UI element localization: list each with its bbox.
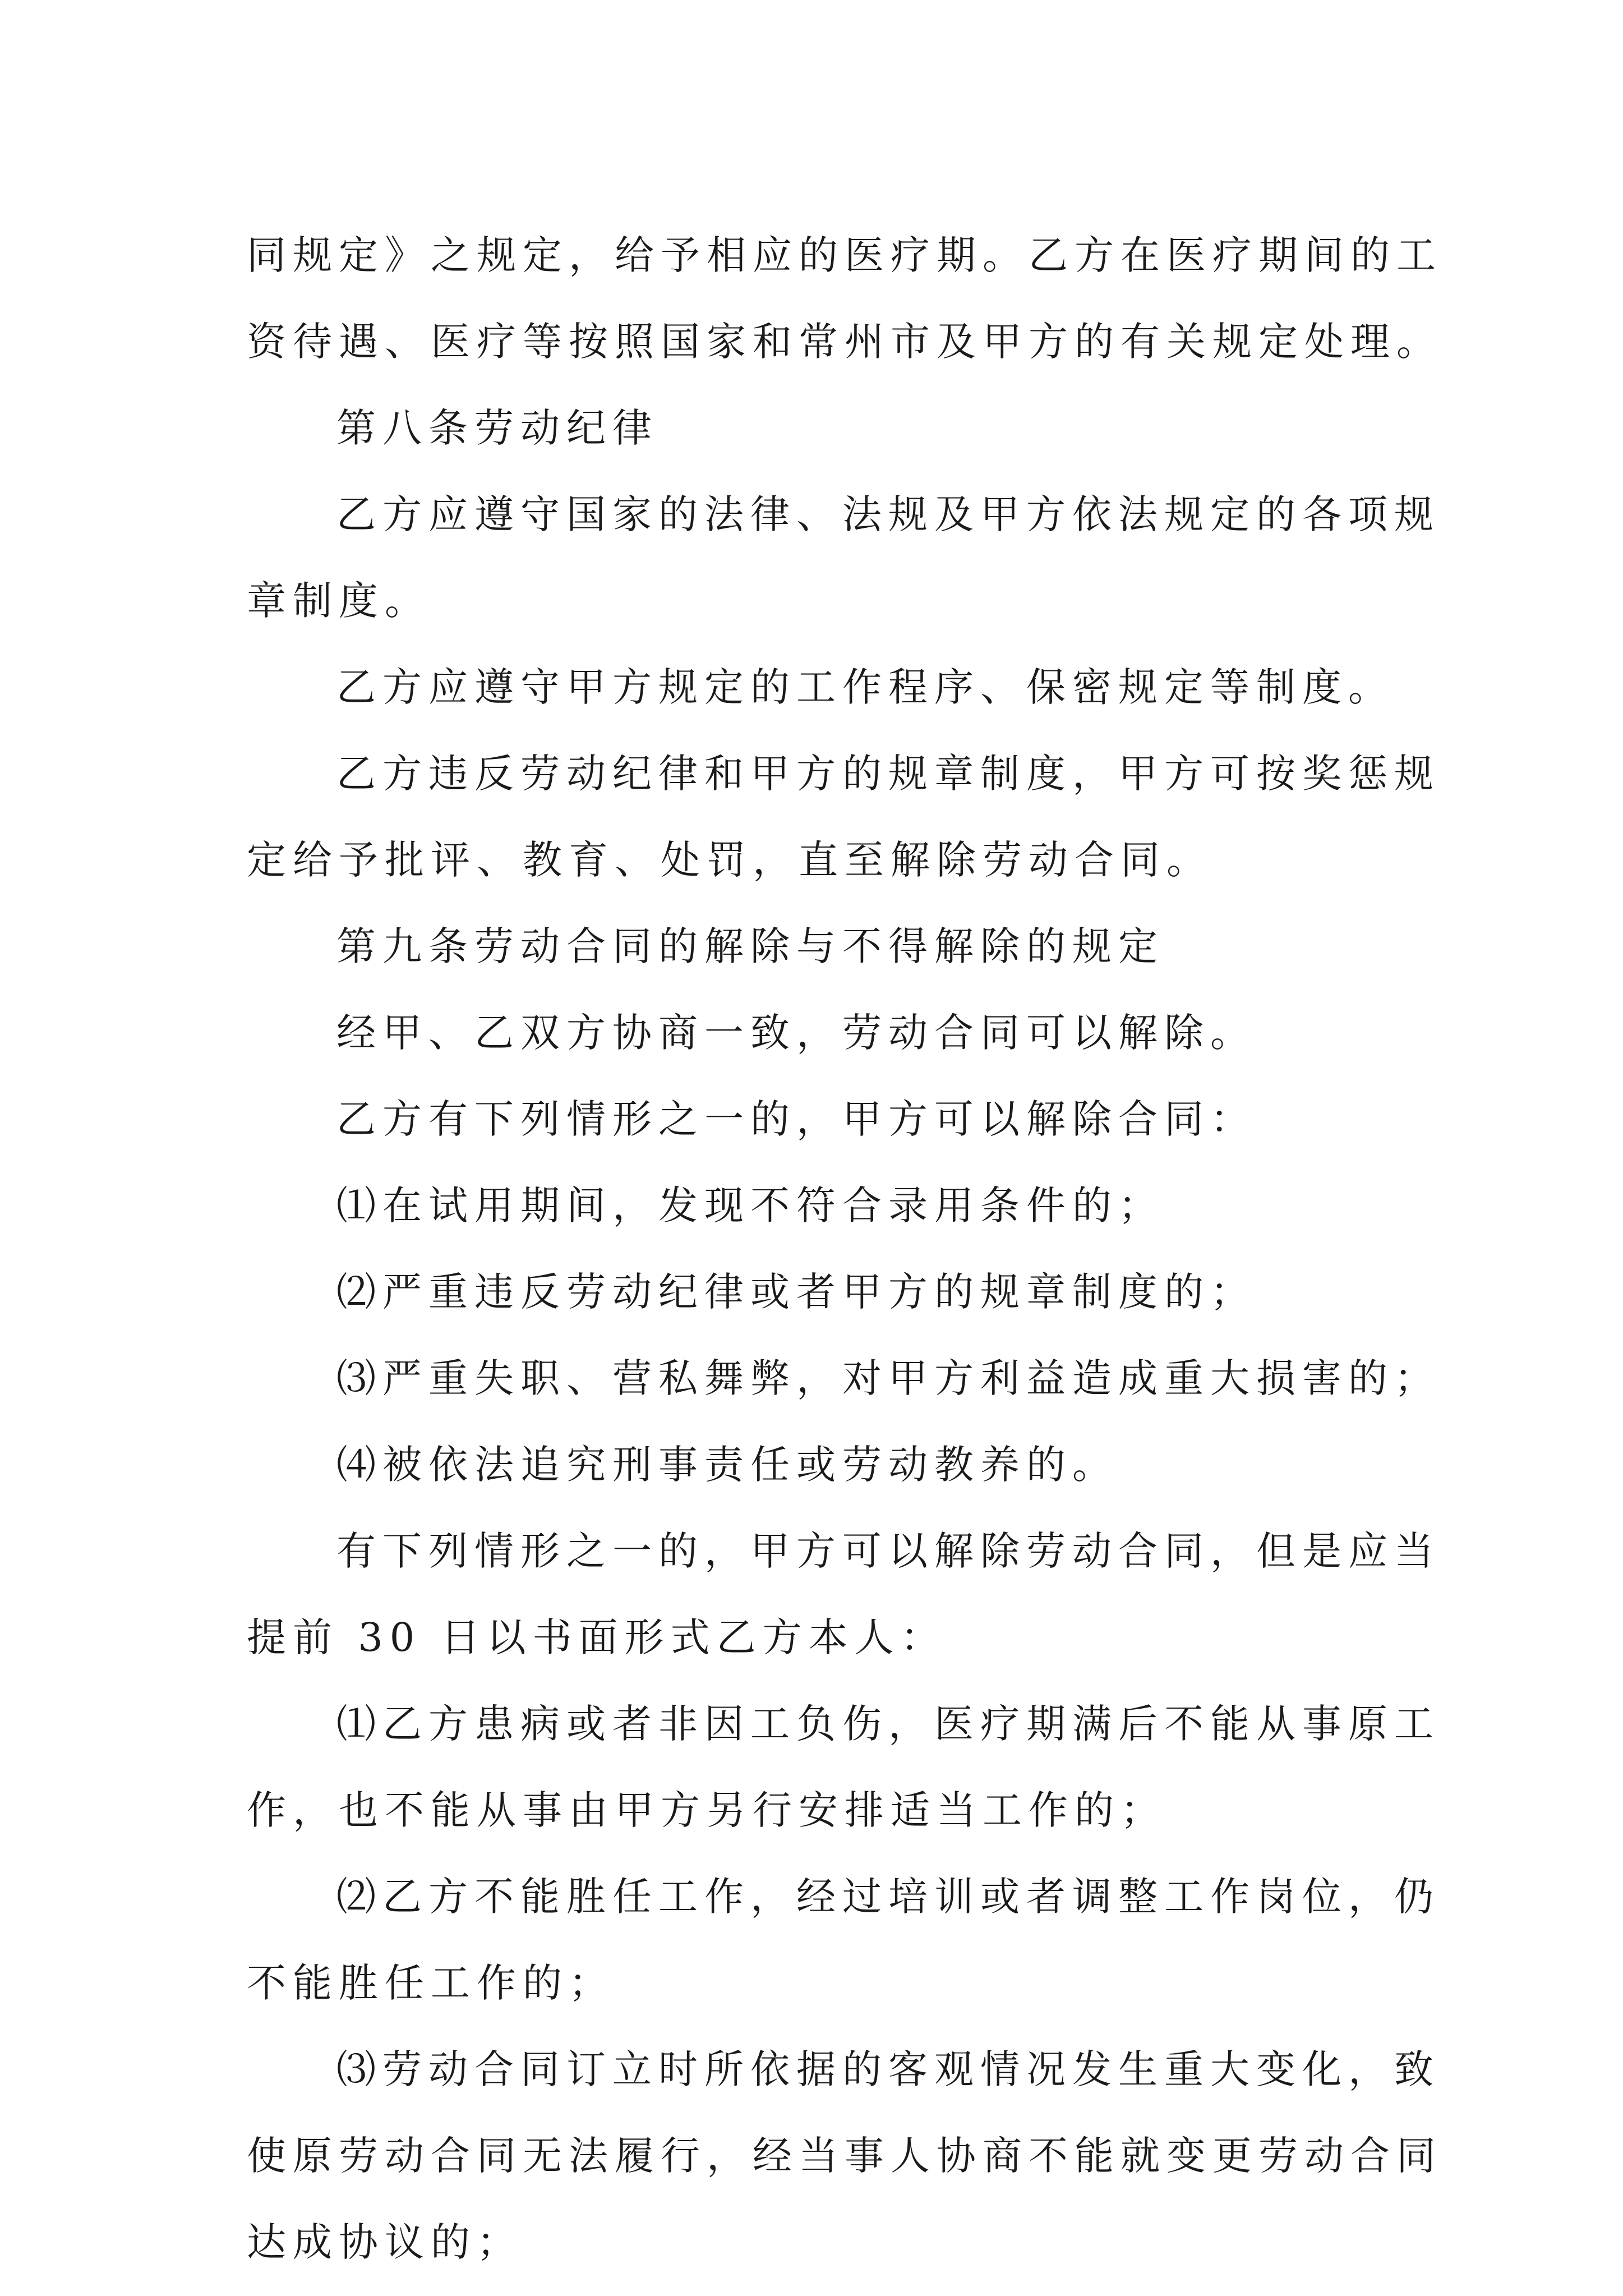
- text-line: 同规定》之规定，给予相应的医疗期。乙方在医疗期间的工: [247, 232, 1442, 278]
- section-heading-8: 第八条劳动纪律: [336, 405, 658, 451]
- text-line: 乙方违反劳动纪律和甲方的规章制度，甲方可按奖惩规: [336, 751, 1440, 797]
- list-item: ⑵乙方不能胜任工作，经过培训或者调整工作岗位，仍: [336, 1874, 1440, 1920]
- text-line: 使原劳动合同无法履行，经当事人协商不能就变更劳动合同: [247, 2133, 1442, 2179]
- list-item: ⑴在试用期间，发现不符合录用条件的；: [336, 1182, 1164, 1228]
- list-item: ⑶严重失职、营私舞弊，对甲方利益造成重大损害的；: [336, 1355, 1440, 1401]
- list-item: ⑵严重违反劳动纪律或者甲方的规章制度的；: [336, 1269, 1256, 1315]
- section-heading-9: 第九条劳动合同的解除与不得解除的规定: [336, 923, 1164, 969]
- text-line: 乙方应遵守甲方规定的工作程序、保密规定等制度。: [336, 664, 1394, 710]
- text-line: 章制度。: [247, 578, 431, 624]
- list-item: ⑶劳动合同订立时所依据的客观情况发生重大变化，致: [336, 2046, 1440, 2092]
- document-body: [247, 212, 1442, 2285]
- text-line: 不能胜任工作的；: [247, 1960, 615, 2006]
- text-line: 作，也不能从事由甲方另行安排适当工作的；: [247, 1787, 1166, 1833]
- text-line: 乙方应遵守国家的法律、法规及甲方依法规定的各项规: [336, 491, 1440, 537]
- list-item: ⑴乙方患病或者非因工负伤，医疗期满后不能从事原工: [336, 1701, 1440, 1747]
- text-line: 提前 30 日以书面形式乙方本人：: [247, 1614, 947, 1660]
- text-line: 资待遇、医疗等按照国家和常州市及甲方的有关规定处理。: [247, 319, 1442, 365]
- text-line: 达成协议的；: [247, 2219, 523, 2265]
- text-line: 定给予批评、教育、处罚，直至解除劳动合同。: [247, 837, 1212, 883]
- text-line: 经甲、乙双方协商一致，劳动合同可以解除。: [336, 1010, 1256, 1056]
- text-line: 乙方有下列情形之一的，甲方可以解除合同：: [336, 1096, 1256, 1142]
- list-item: ⑷被依法追究刑事责任或劳动教养的。: [336, 1442, 1118, 1488]
- text-line: 有下列情形之一的，甲方可以解除劳动合同，但是应当: [336, 1528, 1440, 1574]
